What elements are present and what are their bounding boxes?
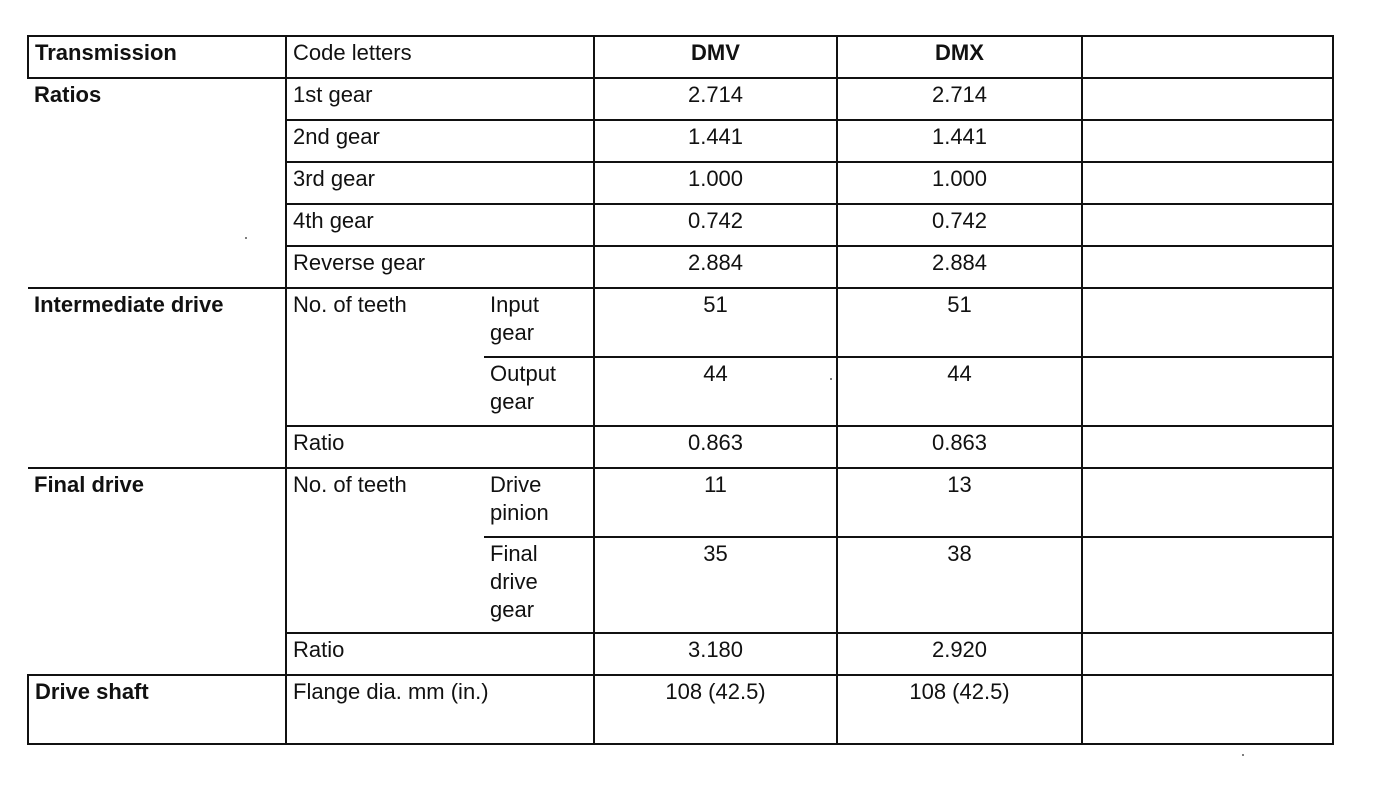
final-drive-gear-label: Final drive gear: [484, 537, 594, 633]
teeth-label: No. of teeth: [286, 288, 484, 426]
transmission-spec-table: [27, 35, 1334, 745]
dmv-value: 0.863: [594, 426, 837, 468]
scan-speck: [1242, 754, 1244, 756]
transmission-label: Transmission: [28, 36, 286, 78]
blank-cell: [1082, 633, 1333, 675]
blank-cell: [1082, 675, 1333, 744]
blank-cell: [1082, 204, 1333, 246]
dmv-value: 2.884: [594, 246, 837, 288]
blank-cell: [1082, 246, 1333, 288]
dmx-value: 13: [837, 468, 1082, 537]
teeth-label: No. of teeth: [286, 468, 484, 633]
flange-label: Flange dia. mm (in.): [286, 675, 594, 744]
gear-name: 2nd gear: [286, 120, 594, 162]
output-gear-label: Output gear: [484, 357, 594, 426]
dmv-value: 11: [594, 468, 837, 537]
dmv-value: 1.000: [594, 162, 837, 204]
table-row: [28, 288, 1333, 357]
code-letters-label: Code letters: [286, 36, 594, 78]
dmv-header: DMV: [594, 36, 837, 78]
dmx-value: 0.863: [837, 426, 1082, 468]
table-row: [28, 468, 1333, 537]
dmx-header: DMX: [837, 36, 1082, 78]
dmv-value: 1.441: [594, 120, 837, 162]
blank-cell: [1082, 468, 1333, 537]
dmx-value: 38: [837, 537, 1082, 633]
ratio-label: Ratio: [286, 426, 594, 468]
dmv-value: 3.180: [594, 633, 837, 675]
input-gear-label: Input gear: [484, 288, 594, 357]
blank-cell: [1082, 120, 1333, 162]
dmv-value: 2.714: [594, 78, 837, 120]
dmv-value: 44: [594, 357, 837, 426]
scan-speck: [245, 237, 247, 239]
blank-cell: [1082, 426, 1333, 468]
dmv-value: 51: [594, 288, 837, 357]
blank-cell: [1082, 162, 1333, 204]
dmx-value: 2.920: [837, 633, 1082, 675]
dmv-value: 35: [594, 537, 837, 633]
dmv-value: 108 (42.5): [594, 675, 837, 744]
dmx-value: 51: [837, 288, 1082, 357]
dmx-value: 0.742: [837, 204, 1082, 246]
blank-cell: [1082, 537, 1333, 633]
dmx-value: 44: [837, 357, 1082, 426]
dmx-value: 2.884: [837, 246, 1082, 288]
final-drive-label: Final drive: [28, 468, 286, 675]
table-row: [28, 78, 1333, 120]
gear-name: 4th gear: [286, 204, 594, 246]
blank-cell: [1082, 78, 1333, 120]
blank-cell: [1082, 357, 1333, 426]
gear-name: 1st gear: [286, 78, 594, 120]
dmv-value: 0.742: [594, 204, 837, 246]
ratios-label: Ratios: [28, 78, 286, 288]
ratio-label: Ratio: [286, 633, 594, 675]
dmx-value: 108 (42.5): [837, 675, 1082, 744]
gear-name: 3rd gear: [286, 162, 594, 204]
dmx-value: 1.441: [837, 120, 1082, 162]
table-row: [28, 675, 1333, 744]
scan-speck: [830, 378, 832, 380]
blank-cell: [1082, 288, 1333, 357]
header-row: [28, 36, 1333, 78]
drive-pinion-label: Drive pinion: [484, 468, 594, 537]
intermediate-drive-label: Intermediate drive: [28, 288, 286, 468]
blank-cell: [1082, 36, 1333, 78]
drive-shaft-label: Drive shaft: [28, 675, 286, 744]
dmx-value: 1.000: [837, 162, 1082, 204]
dmx-value: 2.714: [837, 78, 1082, 120]
gear-name: Reverse gear: [286, 246, 594, 288]
